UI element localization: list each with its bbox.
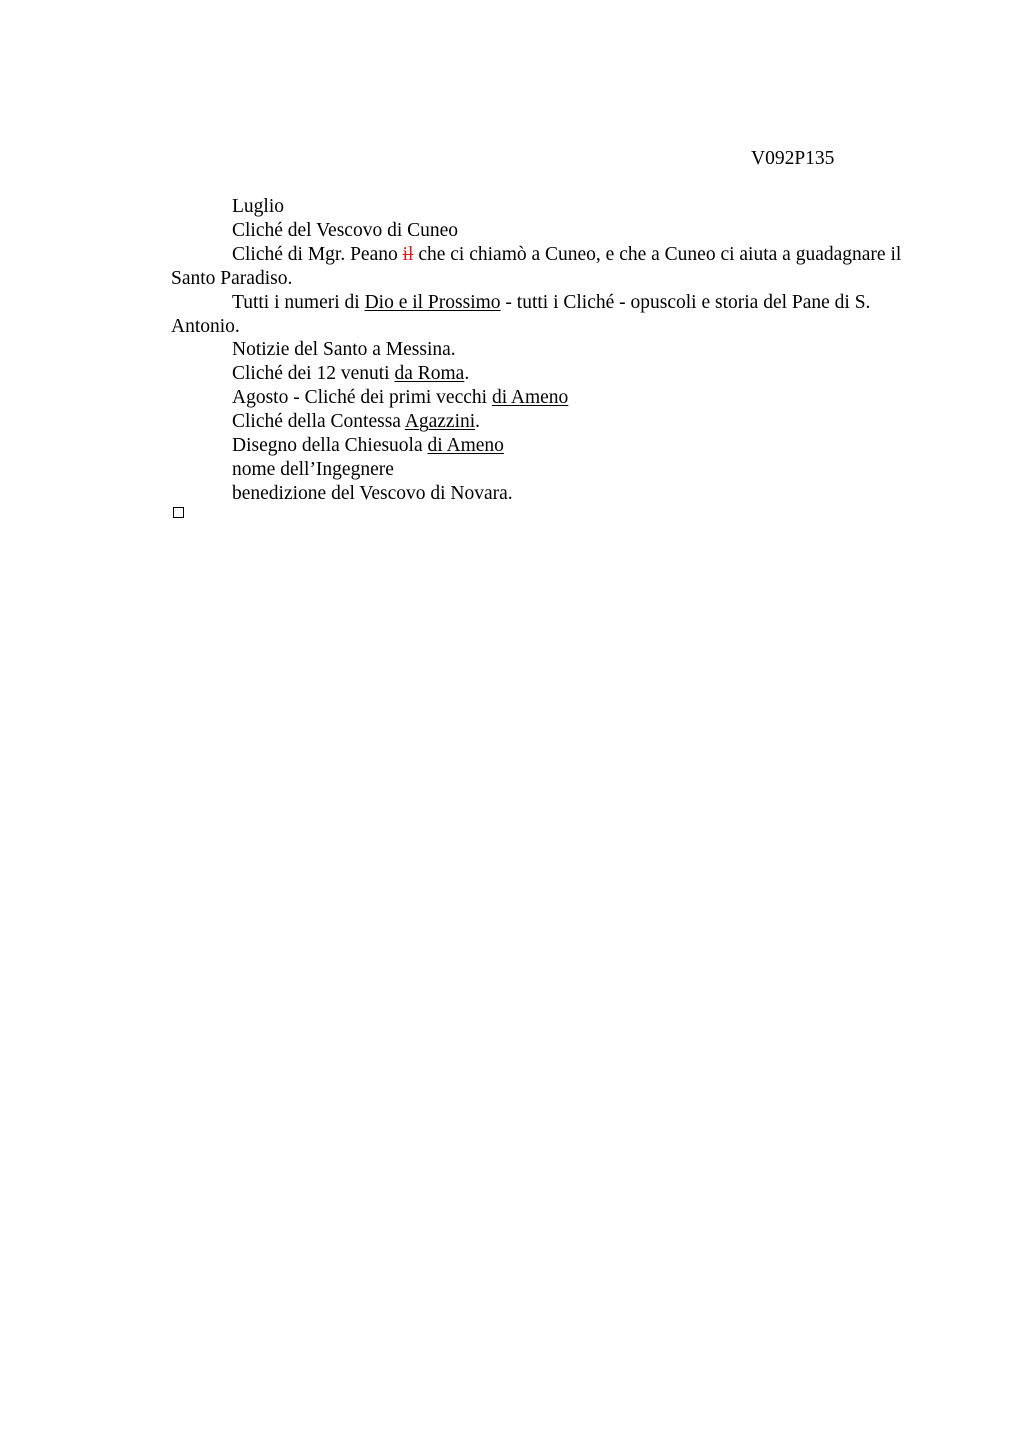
text-segment: Cliché dei 12 venuti xyxy=(232,363,395,385)
underlined-text: di Ameno xyxy=(427,435,504,457)
line-cliche-contessa xyxy=(171,410,936,434)
text-segment: . xyxy=(475,411,481,433)
text-segment: Agosto - Cliché dei primi vecchi xyxy=(232,387,492,409)
line-agosto-vecchi xyxy=(171,386,936,410)
line-benedizione-vescovo: benedizione del Vescovo di Novara. xyxy=(232,482,513,504)
deleted-text: il xyxy=(402,243,414,265)
underlined-text: Dio e il Prossimo xyxy=(364,291,501,313)
line-numeri-dio-prossimo xyxy=(171,291,936,339)
end-marker-box-icon xyxy=(173,507,184,518)
line-nome-ingegnere: nome dell’Ingegnere xyxy=(232,458,394,480)
text-segment: Tutti i numeri di xyxy=(232,291,365,313)
line-disegno-chiesuola xyxy=(171,434,936,458)
text-segment: che ci chiamò a Cuneo, e che a Cuneo ci aiuta a guadagnare il Santo Paradiso. xyxy=(171,243,902,289)
line-luglio: Luglio xyxy=(232,196,284,217)
text-segment: . xyxy=(464,363,470,385)
underlined-text: Agazzini xyxy=(404,411,476,433)
line-notizie-messina: Notizie del Santo a Messina. xyxy=(232,339,456,361)
text-segment: - tutti i Cliché - opuscoli e storia del Pane di S. Antonio. xyxy=(171,291,871,337)
line-cliche-vescovo-cuneo: Cliché del Vescovo di Cuneo xyxy=(232,219,459,241)
underlined-text: da Roma xyxy=(394,363,465,385)
text-segment: Cliché di Mgr. Peano xyxy=(232,243,403,265)
text-segment: Cliché della Contessa xyxy=(232,411,405,433)
underlined-text: di Ameno xyxy=(491,387,569,409)
document-body xyxy=(171,195,936,506)
text-segment: Disegno della Chiesuola xyxy=(232,435,428,457)
page-reference: V092P135 xyxy=(751,148,835,169)
line-cliche-12-venuti xyxy=(171,362,936,386)
line-cliche-peano xyxy=(171,243,936,291)
